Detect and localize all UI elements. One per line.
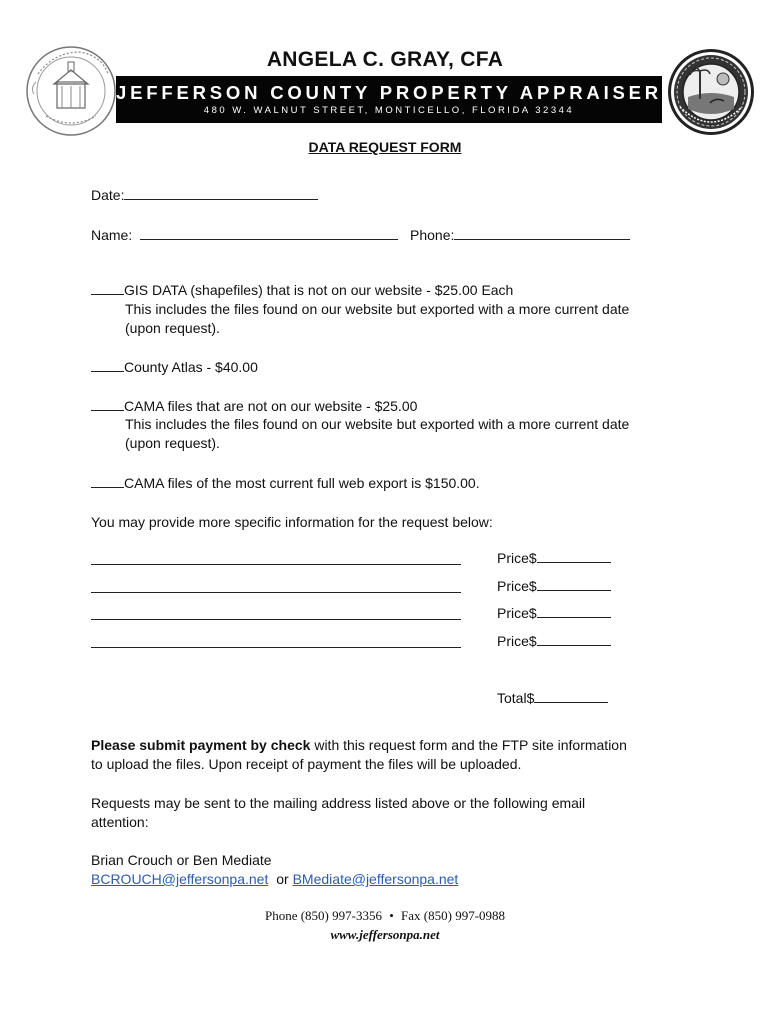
option-note: This includes the files found on our website but exported with a more current date <box>125 416 630 432</box>
option-gis-data <box>91 281 513 300</box>
price-row <box>497 632 611 649</box>
requests-text-cont: attention: <box>91 814 149 830</box>
form-title: DATA REQUEST FORM <box>308 139 462 155</box>
payment-text: with this request form and the FTP site information <box>310 737 627 753</box>
name-label: Name: <box>91 227 133 243</box>
price-label: Price$ <box>497 578 537 594</box>
price-row <box>497 604 611 621</box>
payment-emphasis: Please submit payment by check <box>91 737 311 753</box>
price-field[interactable] <box>537 632 611 646</box>
total-row <box>497 689 608 706</box>
footer-bullet: • <box>389 908 394 923</box>
date-row <box>91 186 318 205</box>
description-line[interactable] <box>91 619 461 620</box>
price-field[interactable] <box>537 577 611 591</box>
total-label: Total$ <box>497 690 535 706</box>
price-field[interactable] <box>537 604 611 618</box>
state-seal-logo <box>666 47 756 137</box>
email-separator: or <box>276 871 289 887</box>
option-note: (upon request). <box>125 320 220 336</box>
option-check-blank[interactable] <box>91 281 124 295</box>
price-row <box>497 577 611 594</box>
name-phone-row <box>91 226 630 245</box>
office-banner <box>116 76 662 123</box>
price-field[interactable] <box>537 549 611 563</box>
description-line[interactable] <box>91 647 461 648</box>
footer-contact <box>0 908 770 924</box>
date-field[interactable] <box>124 186 318 200</box>
option-cama-full-export <box>91 474 480 493</box>
details-prompt: You may provide more specific information for the request below: <box>91 514 493 530</box>
name-field[interactable] <box>140 226 398 240</box>
option-check-blank[interactable] <box>91 474 124 488</box>
description-line[interactable] <box>91 592 461 593</box>
phone-label: Phone: <box>410 227 455 243</box>
appraiser-name: ANGELA C. GRAY, CFA <box>266 48 504 71</box>
payment-instructions <box>91 736 627 755</box>
contact-names: Brian Crouch or Ben Mediate <box>91 852 272 868</box>
footer-website[interactable]: www.jeffersonpa.net <box>330 927 440 942</box>
option-county-atlas <box>91 358 258 377</box>
email-link-bmediate[interactable]: BMediate@jeffersonpa.net <box>292 871 459 887</box>
footer-fax: Fax (850) 997-0988 <box>401 908 506 923</box>
option-text: CAMA files of the most current full web export is $150.00. <box>124 475 480 491</box>
description-line[interactable] <box>91 564 461 565</box>
price-label: Price$ <box>497 550 537 566</box>
price-row <box>497 549 611 566</box>
option-note: (upon request). <box>125 435 220 451</box>
contact-emails <box>91 870 458 889</box>
price-label: Price$ <box>497 633 537 649</box>
office-address: 480 W. WALNUT STREET, MONTICELLO, FLORIDA 32344 <box>203 105 575 116</box>
option-text: GIS DATA (shapefiles) that is not on our website - $25.00 Each <box>124 282 514 298</box>
option-text: CAMA files that are not on our website - $25.00 <box>124 398 418 414</box>
option-note: This includes the files found on our website but exported with a more current date <box>125 301 630 317</box>
option-check-blank[interactable] <box>91 397 124 411</box>
total-field[interactable] <box>534 689 608 703</box>
option-text: County Atlas - $40.00 <box>124 359 258 375</box>
email-link-bcrouch[interactable]: BCROUCH@jeffersonpa.net <box>91 871 269 887</box>
phone-field[interactable] <box>454 226 630 240</box>
footer-phone: Phone (850) 997-3356 <box>264 908 382 923</box>
payment-instructions-cont: to upload the files. Upon receipt of payment the files will be uploaded. <box>91 756 522 772</box>
date-label: Date: <box>91 187 125 203</box>
option-cama-files <box>91 397 417 416</box>
option-check-blank[interactable] <box>91 358 124 372</box>
price-label: Price$ <box>497 605 537 621</box>
requests-text: Requests may be sent to the mailing address listed above or the following email <box>91 795 586 811</box>
office-title: JEFFERSON COUNTY PROPERTY APPRAISER <box>116 82 662 103</box>
